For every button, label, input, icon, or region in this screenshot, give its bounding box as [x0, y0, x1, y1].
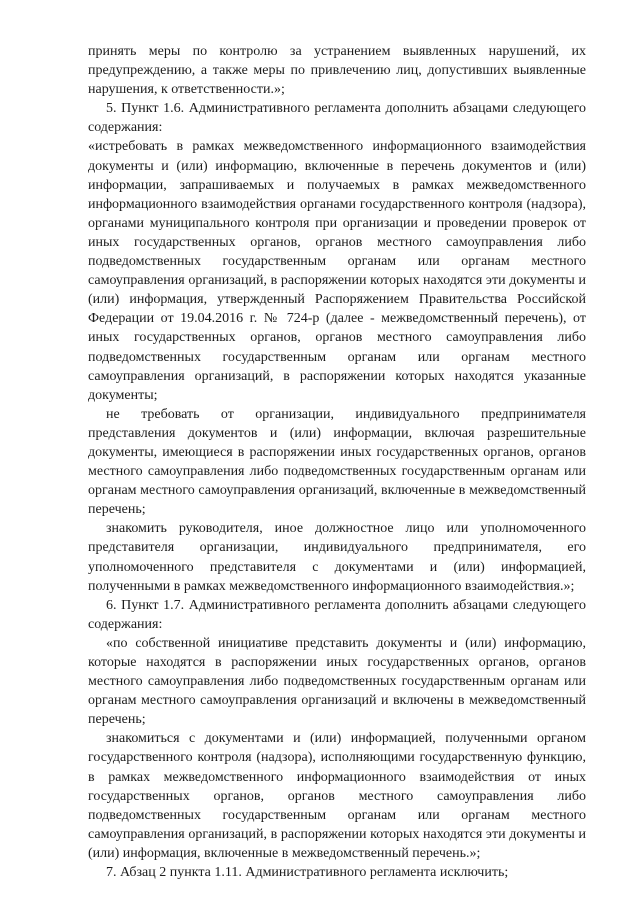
- paragraph-6: 6. Пункт 1.7. Административного регламента дополнить абзацами следующего содержания:: [88, 597, 586, 632]
- paragraph-8: знакомиться с документами и (или) информацией, полученными органом государственного контроля (надзора), исполняющими государственную функцию, в рамках межведомственного информационного взаимодействия от иных государственных органов, органов местного самоуправления либо подведомственных государственным органам или органам местного самоуправления организаций, в распоряжении которых находятся эти документы и (или) информация, включенные в межведомственный перечень.»;: [88, 731, 586, 861]
- paragraph-5: знакомить руководителя, иное должностное лицо или уполномоченного представителя организации, индивидуального предпринимателя, его уполномоченного представителя с документами и (или) информацией, полученными в рамках межведомственного информационного взаимодействия.»;: [88, 521, 586, 594]
- paragraph-9: 7. Абзац 2 пункта 1.11. Административного регламента исключить;: [106, 865, 509, 881]
- document-page: [88, 42, 586, 882]
- paragraph-3: «истребовать в рамках межведомственного информационного взаимодействия документы и (или) информацию, включенные в перечень документов и (или) информации, запрашиваемых и получаемых в рамках межведомственного информационного взаимодействия органами государственного контроля (надзора), органами муниципального контроля при организации и проведении проверок от иных государственных органов, органов местного самоуправления либо подведомственных государственным органам или органам местного самоуправления организаций, в распоряжении которых находятся эти документы и (или) информация, утвержденный Распоряжением Правительства Российской Федерации от 19.04.2016 г. № 724-р (далее - межведомственный перечень), от иных государственных органов, органов местного самоуправления либо подведомственных государственным органам или органам местного самоуправления организаций, в распоряжении которых находятся указанные документы;: [88, 139, 586, 403]
- paragraph-2: 5. Пункт 1.6. Административного регламента дополнить абзацами следующего содержания:: [88, 101, 586, 136]
- paragraph-1: принять меры по контролю за устранением выявленных нарушений, их предупреждению, а также меры по привлечению лиц, допустивших выявленные нарушения, к ответственности.»;: [88, 44, 586, 98]
- paragraph-4: не требовать от организации, индивидуального предпринимателя представления документов и (или) информации, включая разрешительные документы, имеющиеся в распоряжении иных государственных органов, органов местного самоуправления либо подведомственных государственным органам или органам местного самоуправления организаций, включенные в межведомственный перечень;: [88, 406, 586, 518]
- paragraph-7: «по собственной инициативе представить документы и (или) информацию, которые находятся в распоряжении иных государственных органов, органов местного самоуправления либо подведомственных государственным органам или органам местного самоуправления организаций и включены в межведомственный перечень;: [88, 635, 586, 728]
